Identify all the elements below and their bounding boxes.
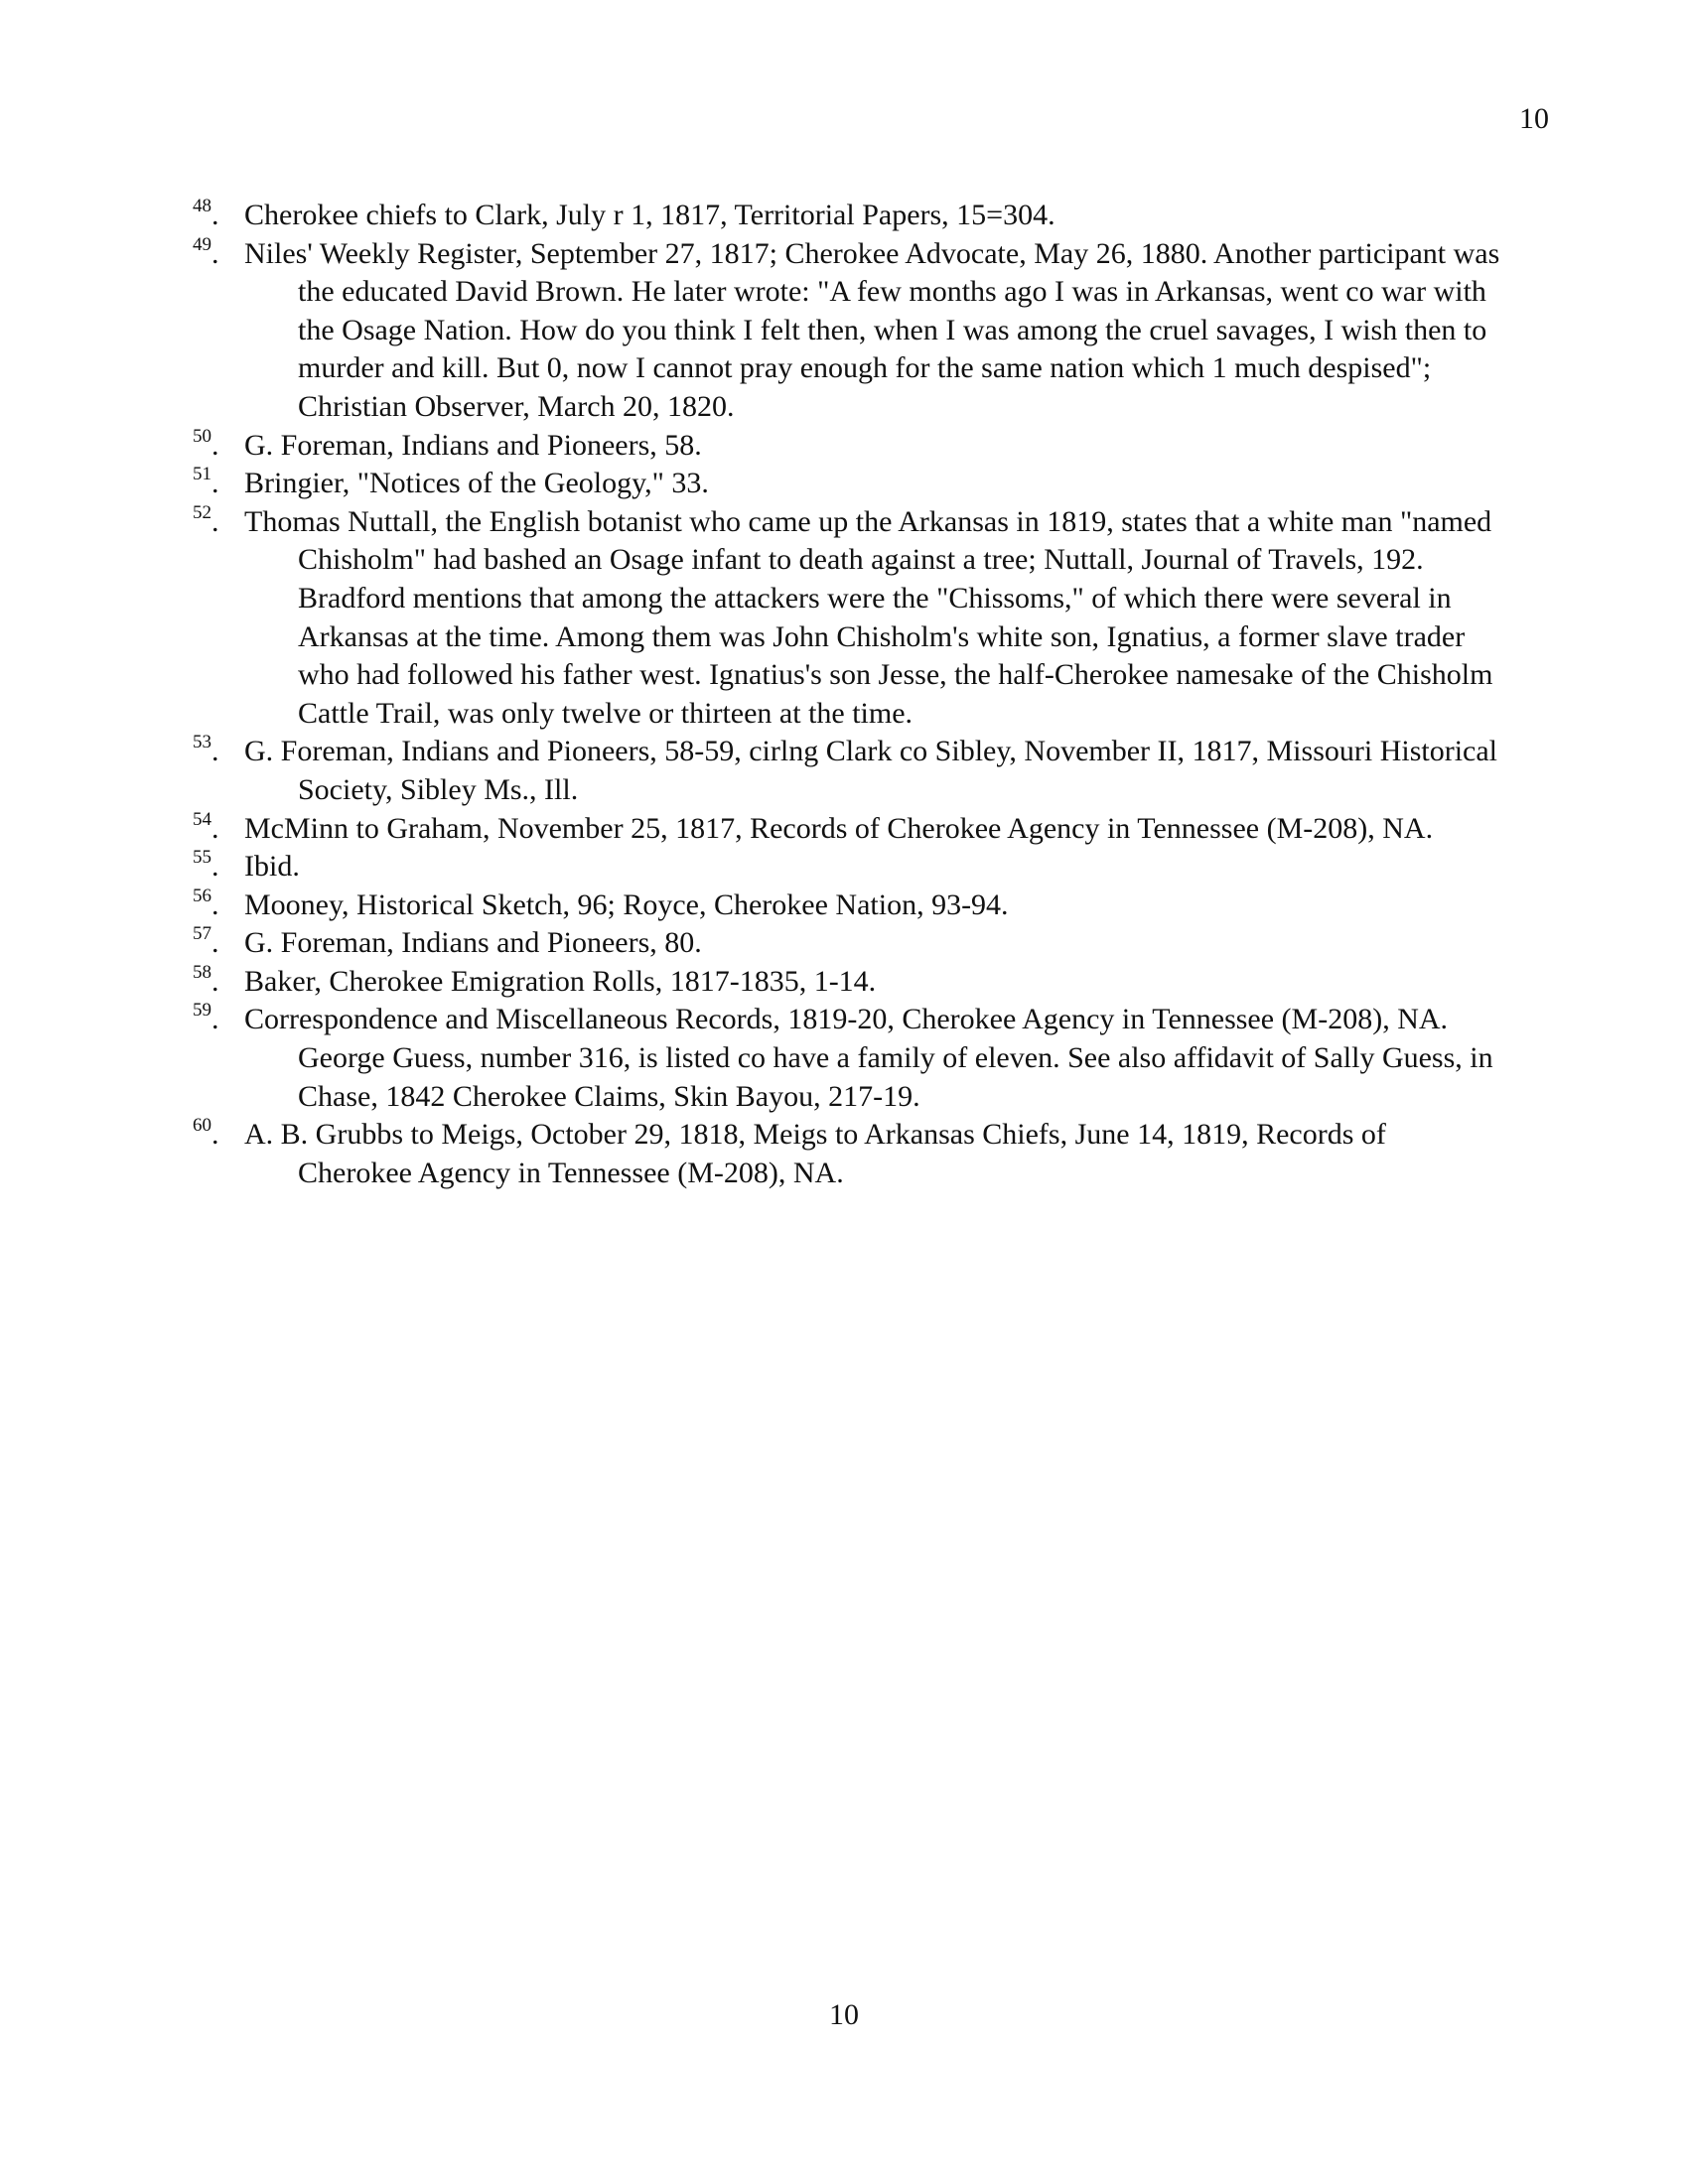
endnote-text: Niles' Weekly Register, September 27, 1817; Cherokee Advocate, May 26, 1880. Another participant was the educated David Brown. He later wrote: "A few months ago I was in Arkansas, went co war with the Osage Nation. How do you think I felt then, when I was among the cruel savages, I wish then to murder and kill. But 0, now I cannot pray enough for the same nation which 1 much despised"; Christian Observer, March 20, 1820. (244, 236, 1500, 423)
endnote-48 (193, 197, 1503, 235)
endnote-number: $^{48}$. (193, 196, 219, 231)
endnote-text: Mooney, Historical Sketch, 96; Royce, Cherokee Nation, 93-94. (244, 887, 1009, 921)
endnote-number: $^{50}$. (193, 425, 219, 462)
endnote-58 (193, 963, 1503, 1002)
endnote-text: Ibid. (244, 850, 300, 884)
endnote-55 (193, 848, 1503, 887)
endnote-text: Correspondence and Miscellaneous Records, 1819-20, Cherokee Agency in Tennessee (M-208), NA. George Guess, number 316, is listed co have a family of eleven. See also affidavit of Sally Guess, in Chase, 1842 Cherokee Claims, Skin Bayou, 217-19. (244, 1003, 1493, 1113)
endnote-51 (193, 465, 1503, 503)
endnote-number: $^{53}$. (193, 732, 219, 768)
endnote-text: McMinn to Graham, November 25, 1817, Records of Cherokee Agency in Tennessee (M-208), NA. (244, 811, 1434, 845)
endnote-54 (193, 810, 1503, 849)
endnote-text: A. B. Grubbs to Meigs, October 29, 1818, Meigs to Arkansas Chiefs, June 14, 1819, Records of Cherokee Agency in Tennessee (M-208), NA. (244, 1118, 1386, 1189)
endnote-49 (193, 235, 1503, 427)
endnote-number: $^{52}$. (193, 501, 219, 538)
endnote-number: $^{58}$. (193, 961, 219, 998)
endnote-57 (193, 924, 1503, 963)
endnote-number: $^{59}$. (193, 1000, 219, 1036)
endnote-number: $^{51}$. (193, 464, 219, 500)
endnote-number: $^{60}$. (193, 1115, 219, 1152)
endnote-text: G. Foreman, Indians and Pioneers, 58-59, cirlng Clark co Sibley, November II, 1817, Missouri Historical Society, Sibley Ms., Ill. (244, 735, 1497, 806)
endnote-text: Bringier, "Notices of the Geology," 33. (244, 467, 709, 500)
endnote-53 (193, 733, 1503, 809)
endnote-number: $^{49}$. (193, 233, 219, 270)
endnote-number: $^{57}$. (193, 923, 219, 960)
endnote-59 (193, 1001, 1503, 1116)
endnote-text: G. Foreman, Indians and Pioneers, 80. (244, 926, 702, 960)
endnote-text: Cherokee chiefs to Clark, July r 1, 1817, Territorial Papers, 15=304. (244, 199, 1055, 231)
endnote-number: $^{54}$. (193, 808, 219, 845)
page-number-bottom: 10 (829, 1998, 859, 2031)
endnotes-list (193, 197, 1503, 1192)
endnote-text: Baker, Cherokee Emigration Rolls, 1817-1835, 1-14. (244, 964, 877, 998)
page-number-top: 10 (1519, 102, 1549, 135)
endnote-56 (193, 887, 1503, 925)
endnote-text: G. Foreman, Indians and Pioneers, 58. (244, 428, 702, 462)
endnote-number: $^{55}$. (193, 847, 219, 884)
endnote-text: Thomas Nuttall, the English botanist who came up the Arkansas in 1819, states that a white man "named Chisholm" had bashed an Osage infant to death against a tree; Nuttall, Journal of Travels, 192. Bradford mentions that among the attackers were the "Chissoms," of which there were several in Arkansas at the time. Among them was John Chisholm's white son, Ignatius, a former slave trader who had followed his father west. Ignatius's son Jesse, the half-Cherokee namesake of the Chisholm Cattle Trail, was only twelve or thirteen at the time. (244, 504, 1493, 730)
endnote-52 (193, 503, 1503, 734)
endnote-60 (193, 1116, 1503, 1192)
endnote-number: $^{56}$. (193, 885, 219, 921)
endnote-50 (193, 427, 1503, 466)
